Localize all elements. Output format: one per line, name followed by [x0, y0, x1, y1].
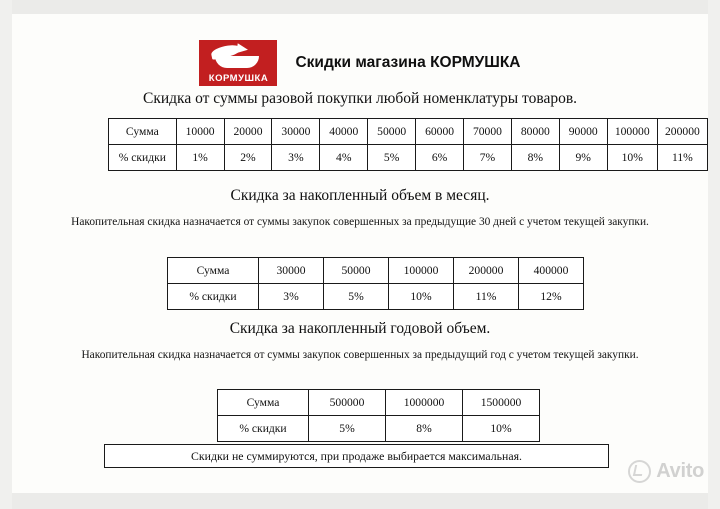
table-cell: 100000: [607, 119, 657, 145]
section2-note: Накопительная скидка назначается от суммы закупок совершенных за предыдущие 30 дней с учетом текущей закупки.: [71, 216, 649, 228]
page-title: Скидки магазина КОРМУШКА: [295, 54, 521, 71]
table-row: [109, 119, 708, 145]
table-cell: 6%: [416, 145, 464, 171]
table-row: [218, 416, 540, 442]
table-cell: 20000: [224, 119, 272, 145]
table-cell: 100000: [389, 258, 454, 284]
section3-note: Накопительная скидка назначается от суммы закупок совершенных за предыдущий год с учетом текущей закупки.: [81, 349, 639, 361]
table-cell: 200000: [657, 119, 707, 145]
fish-fin-icon: [237, 43, 249, 54]
table-row: [218, 390, 540, 416]
section2-table: [167, 257, 584, 310]
table-cell: 7%: [464, 145, 512, 171]
kormushka-logo: [199, 40, 277, 86]
section3-heading: Скидка за накопленный годовой объем.: [229, 320, 491, 337]
table-row: [109, 145, 708, 171]
section1-sum-label: Сумма: [109, 119, 177, 145]
section2-sum-label: Сумма: [168, 258, 259, 284]
table-cell: 90000: [559, 119, 607, 145]
table-cell: 1%: [176, 145, 224, 171]
document-header: [12, 40, 708, 86]
table-cell: 200000: [454, 258, 519, 284]
table-cell: 3%: [272, 145, 320, 171]
table-cell: 500000: [309, 390, 386, 416]
table-cell: 2%: [224, 145, 272, 171]
section1-table: [108, 118, 708, 171]
avito-watermark-label: Avito: [656, 460, 704, 482]
table-cell: 30000: [259, 258, 324, 284]
section3-sum-label: Сумма: [218, 390, 309, 416]
footer-note: Скидки не суммируются, при продаже выбирается максимальная.: [104, 444, 609, 468]
photo-edge-bottom: [0, 493, 720, 509]
photo-edge-right: [708, 0, 720, 509]
photo-edge-top: [0, 0, 720, 14]
table-cell: 50000: [368, 119, 416, 145]
table-cell: 10%: [463, 416, 540, 442]
table-cell: 5%: [309, 416, 386, 442]
table-cell: 10%: [389, 284, 454, 310]
table-cell: 3%: [259, 284, 324, 310]
table-row: [168, 258, 584, 284]
table-cell: 11%: [657, 145, 707, 171]
table-cell: 40000: [320, 119, 368, 145]
avito-check-icon: [628, 460, 651, 483]
table-cell: 9%: [559, 145, 607, 171]
table-cell: 30000: [272, 119, 320, 145]
table-cell: 5%: [368, 145, 416, 171]
table-cell: 70000: [464, 119, 512, 145]
document-sheet: [12, 14, 708, 493]
photo-edge-left: [0, 0, 12, 509]
avito-watermark: [628, 460, 704, 483]
table-cell: 10%: [607, 145, 657, 171]
table-cell: 80000: [511, 119, 559, 145]
section3-table: [217, 389, 540, 442]
table-cell: 4%: [320, 145, 368, 171]
table-cell: 60000: [416, 119, 464, 145]
table-cell: 50000: [324, 258, 389, 284]
section2-discount-label: % скидки: [168, 284, 259, 310]
section2-heading: Скидка за накопленный объем в месяц.: [230, 187, 490, 204]
table-cell: 400000: [519, 258, 584, 284]
table-cell: 1000000: [386, 390, 463, 416]
table-row: [168, 284, 584, 310]
section1-discount-label: % скидки: [109, 145, 177, 171]
logo-label: КОРМУШКА: [208, 73, 269, 84]
bowl-icon: [215, 56, 259, 68]
table-cell: 5%: [324, 284, 389, 310]
table-cell: 11%: [454, 284, 519, 310]
table-cell: 8%: [386, 416, 463, 442]
table-cell: 10000: [176, 119, 224, 145]
table-cell: 8%: [511, 145, 559, 171]
table-cell: 1500000: [463, 390, 540, 416]
table-cell: 12%: [519, 284, 584, 310]
section3-discount-label: % скидки: [218, 416, 309, 442]
section1-heading: Скидка от суммы разовой покупки любой номенклатуры товаров.: [142, 90, 578, 107]
